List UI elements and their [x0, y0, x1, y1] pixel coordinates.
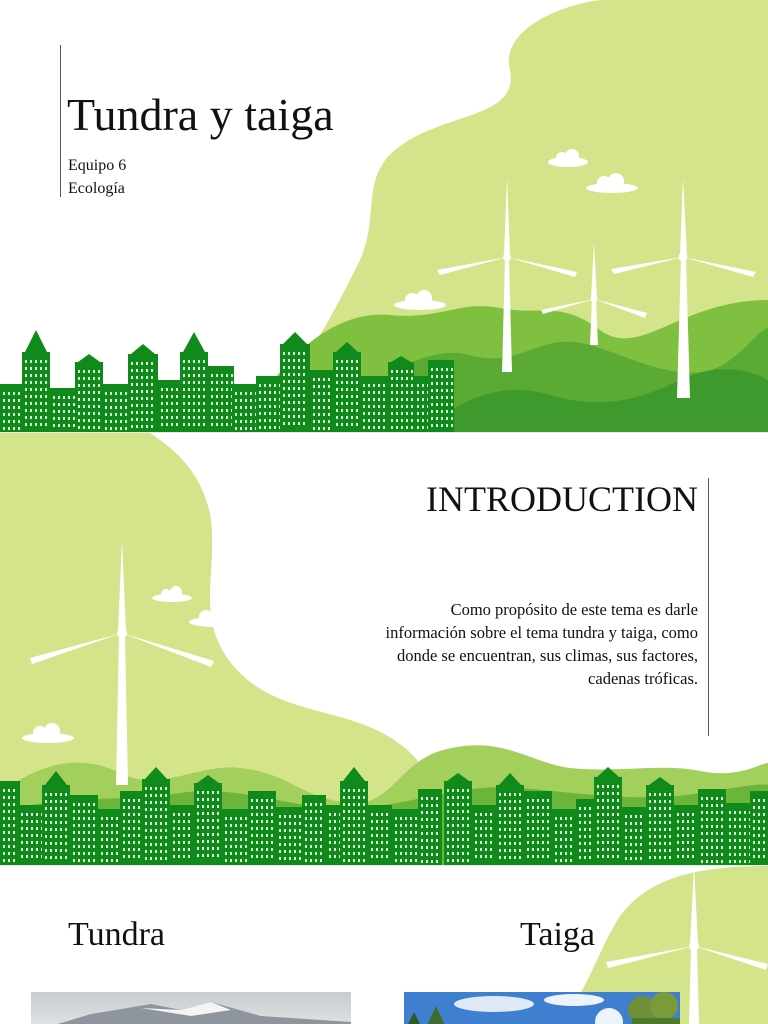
taiga-photo: [404, 992, 680, 1024]
slide-title: [0, 0, 768, 432]
taiga-title: Taiga: [520, 916, 596, 953]
title-accent-line: [60, 45, 61, 197]
intro-heading: INTRODUCTION: [426, 479, 698, 519]
presentation-title: Tundra y taiga: [67, 89, 334, 140]
subject-label: Ecología: [68, 180, 125, 197]
slide-tundra-taiga: [0, 866, 768, 1024]
slide-introduction: [0, 433, 768, 865]
tundra-title: Tundra: [68, 916, 165, 953]
tundra-photo: [31, 992, 351, 1024]
intro-body-text: Como propósito de este tema es darle información sobre el tema tundra y taiga, como donde se encuentran, sus climas, sus factores, cadenas tróficas.: [385, 600, 698, 688]
slide1-background: [0, 0, 768, 432]
team-label: Equipo 6: [68, 157, 127, 174]
intro-accent-line: [708, 478, 709, 736]
